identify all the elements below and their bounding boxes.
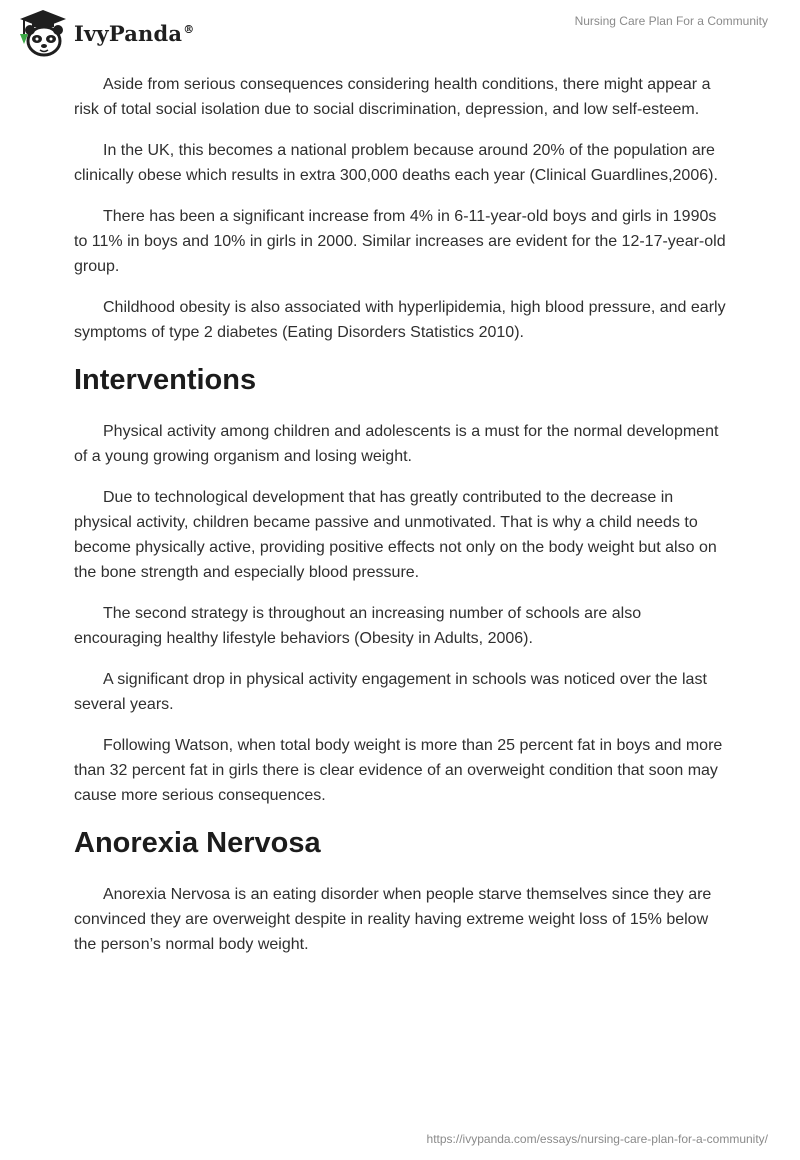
page-header (0, 0, 800, 64)
document-title: Nursing Care Plan For a Community (574, 14, 768, 28)
heading-anorexia-nervosa: Anorexia Nervosa (74, 827, 321, 859)
paragraph: There has been a significant increase from 4% in 6-11-year-old boys and girls in 1990s to 11% in boys and 10% in girls in 2000. Similar increases are evident for the 12-17-year-old group. (74, 208, 726, 275)
registered-mark: ® (183, 22, 195, 36)
essay-body (74, 72, 730, 973)
paragraph: A significant drop in physical activity engagement in schools was noticed over the last several years. (74, 671, 707, 713)
brand-text: IvyPanda (74, 20, 183, 46)
paragraph: Due to technological development that has greatly contributed to the decrease in physical activity, children became passive and unmotivated. That is why a child needs to become physically active, providing positive effects not only on the body weight but also on the bone strength and especially blood pressure. (74, 489, 717, 581)
paragraph: Anorexia Nervosa is an eating disorder when people starve themselves since they are convinced they are overweight despite in reality having extreme weight loss of 15% below the person’s normal body weight. (74, 886, 712, 953)
paragraph: Physical activity among children and adolescents is a must for the normal development of a young growing organism and losing weight. (74, 423, 719, 465)
paragraph: In the UK, this becomes a national problem because around 20% of the population are clinically obese which results in extra 300,000 deaths each year (Clinical Guardlines,2006). (74, 142, 718, 184)
ivypanda-logo[interactable] (14, 8, 194, 58)
panda-graduate-icon (14, 8, 72, 58)
brand-name (74, 21, 194, 46)
paragraph: Aside from serious consequences considering health conditions, there might appear a risk of total social isolation due to social discrimination, depression, and low self-esteem. (74, 76, 711, 118)
paragraph: The second strategy is throughout an increasing number of schools are also encouraging healthy lifestyle behaviors (Obesity in Adults, 2006). (74, 605, 642, 647)
heading-interventions: Interventions (74, 364, 257, 396)
paragraph: Following Watson, when total body weight is more than 25 percent fat in boys and more than 32 percent fat in girls there is clear evidence of an overweight condition that soon may cause more serious consequences. (74, 737, 723, 804)
source-url[interactable]: https://ivypanda.com/essays/nursing-care-plan-for-a-community/ (426, 1132, 768, 1146)
paragraph: Childhood obesity is also associated with hyperlipidemia, high blood pressure, and early symptoms of type 2 diabetes (Eating Disorders Statistics 2010). (74, 299, 726, 341)
